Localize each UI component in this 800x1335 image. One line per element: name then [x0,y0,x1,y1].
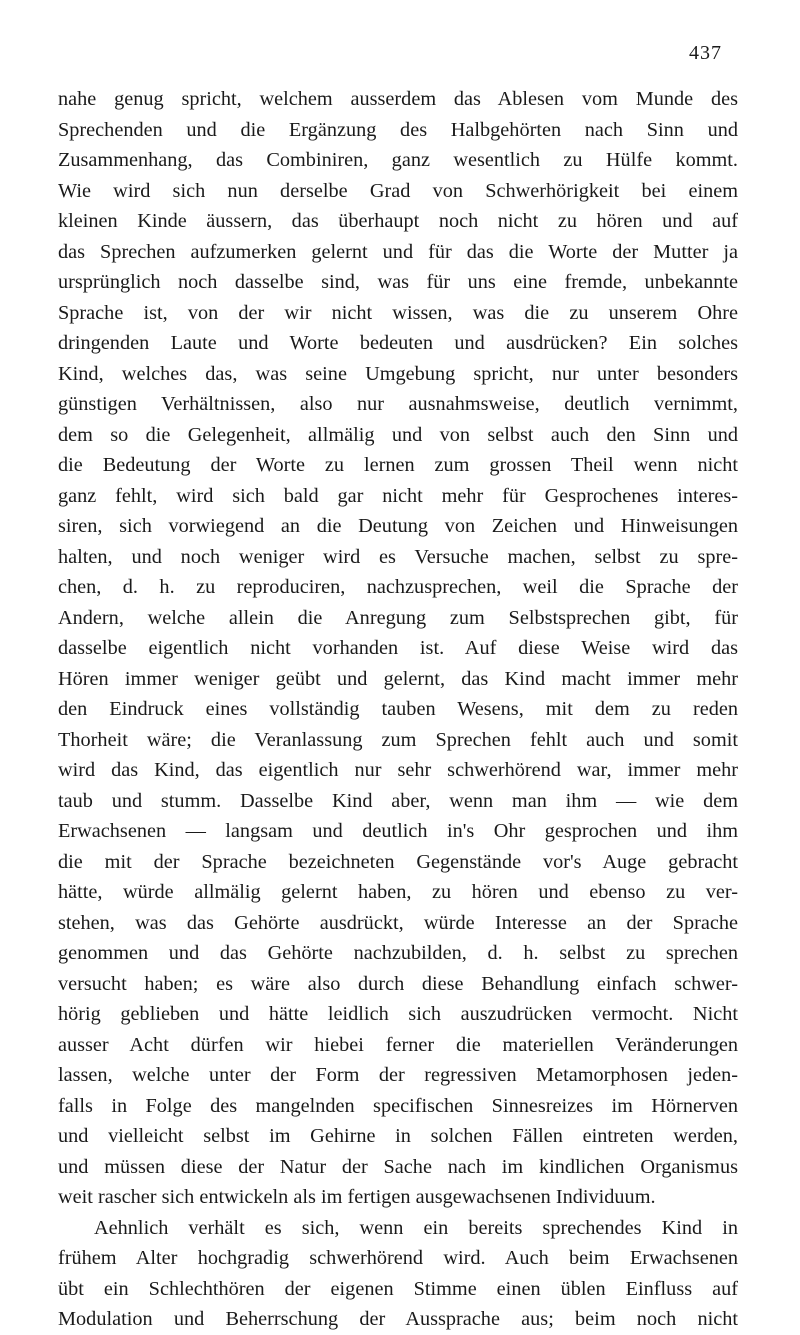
text-line: dasselbe eigentlich nicht vorhanden ist. Auf diese Weise wird das [58,637,738,659]
text-line: stehen, was das Gehörte ausdrückt, würde Interesse an der Sprache [58,911,738,934]
text-line: Erwachsenen — langsam und deutlich in's Ohr gesprochen und ihm [58,820,738,842]
text-line: taub und stumm. Dasselbe Kind aber, wenn man ihm — wie dem [58,789,738,812]
text-line: übt ein Schlechthören der eigenen Stimme einen üblen Einfluss auf [58,1277,738,1300]
text-line: günstigen Verhältnissen, also nur ausnahmsweise, deutlich vernimmt, [58,393,738,415]
text-line: Wie wird sich nun derselbe Grad von Schwerhörigkeit bei einem [58,179,738,202]
text-line: Modulation und Beherrschung der Aussprache aus; beim noch nicht [58,1308,738,1330]
text-line: Zusammenhang, das Combiniren, ganz wesentlich zu Hülfe kommt. [58,149,738,171]
text-line: Andern, welche allein die Anregung zum Selbstsprechen gibt, für [58,606,738,629]
text-line: dringenden Laute und Worte bedeuten und ausdrücken? Ein solches [58,332,738,354]
text-line: hörig geblieben und hätte leidlich sich auszudrücken vermocht. Nicht [58,1003,738,1025]
text-line: die Bedeutung der Worte zu lernen zum grossen Theil wenn nicht [58,454,738,476]
text-line: und müssen diese der Natur der Sache nach im kindlichen Organismus [58,1155,738,1178]
text-line: nahe genug spricht, welchem ausserdem das Ablesen vom Munde des [58,88,738,110]
text-line: ausser Acht dürfen wir hiebei ferner die materiellen Veränderungen [58,1033,738,1056]
text-line: falls in Folge des mangelnden specifischen Sinnesreizes im Hörnerven [58,1094,738,1117]
text-line: Aehnlich verhält es sich, wenn ein bereits sprechendes Kind in [94,1216,738,1239]
text-line: den Eindruck eines vollständig tauben Wesens, mit dem zu reden [58,698,738,720]
text-line: Sprache ist, von der wir nicht wissen, was die zu unserem Ohre [58,301,738,324]
text-line: Sprechenden und die Ergänzung des Halbgehörten nach Sinn und [58,118,738,141]
text-line: ganz fehlt, wird sich bald gar nicht mehr für Gesprochenes interes- [58,484,738,507]
text-line: Kind, welches das, was seine Umgebung spricht, nur unter besonders [58,362,738,385]
text-line: versucht haben; es wäre also durch diese Behandlung einfach schwer- [58,972,738,995]
text-line: das Sprechen aufzumerken gelernt und für das die Worte der Mutter ja [58,240,738,263]
text-line: halten, und noch weniger wird es Versuche machen, selbst zu spre- [58,545,738,568]
text-body [58,84,738,1335]
text-line: dem so die Gelegenheit, allmälig und von selbst auch den Sinn und [58,423,738,446]
text-line: hätte, würde allmälig gelernt haben, zu hören und ebenso zu ver- [58,881,738,903]
text-line: die mit der Sprache bezeichneten Gegenstände vor's Auge gebracht [58,850,738,873]
text-line: weit rascher sich entwickeln als im fertigen ausgewachsenen Individuum. [58,1186,656,1208]
text-line: Thorheit wäre; die Veranlassung zum Sprechen fehlt auch und somit [58,728,738,751]
text-line: Hören immer weniger geübt und gelernt, das Kind macht immer mehr [58,667,738,690]
text-line: kleinen Kinde äussern, das überhaupt noch nicht zu hören und auf [58,210,738,232]
text-line: ursprünglich noch dasselbe sind, was für uns eine fremde, unbekannte [58,271,738,293]
text-line: und vielleicht selbst im Gehirne in solchen Fällen eintreten werden, [58,1125,738,1147]
text-line: chen, d. h. zu reproduciren, nachzusprechen, weil die Sprache der [58,576,738,598]
page-number: 437 [689,42,722,64]
text-line: siren, sich vorwiegend an die Deutung von Zeichen und Hinweisungen [58,515,738,537]
text-line: frühem Alter hochgradig schwerhörend wird. Auch beim Erwachsenen [58,1247,738,1269]
text-line: genommen und das Gehörte nachzubilden, d. h. selbst zu sprechen [58,942,738,964]
text-line: lassen, welche unter der Form der regressiven Metamorphosen jeden- [58,1064,738,1086]
text-line: wird das Kind, das eigentlich nur sehr schwerhörend war, immer mehr [58,759,738,781]
